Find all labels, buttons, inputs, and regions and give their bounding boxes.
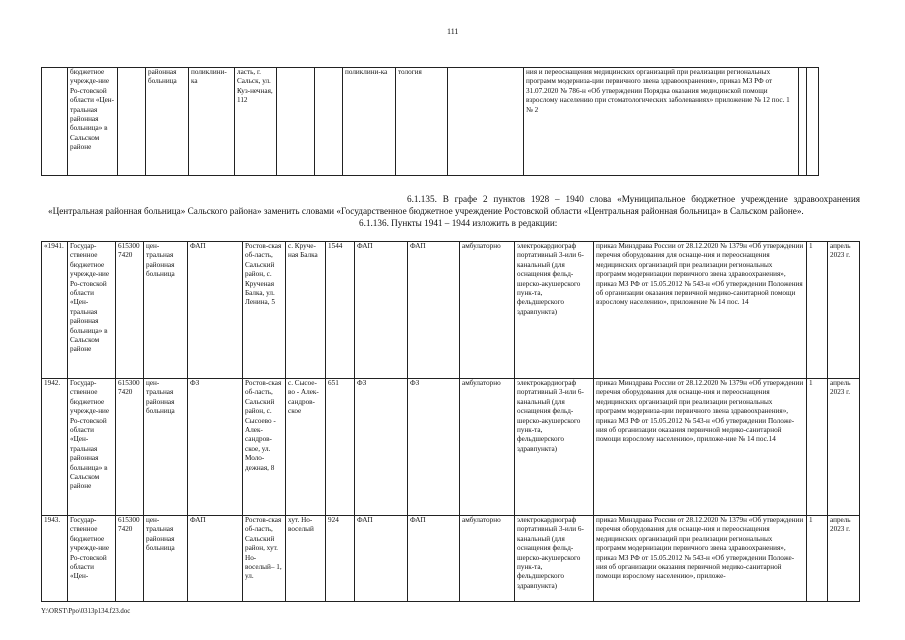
locality-cell: с. Сысое-во - Алек-сандров-ское	[286, 379, 326, 516]
table-cell: ласть, г. Сальск, ул. Куз-нечная, 112	[235, 68, 277, 176]
main-table	[41, 241, 860, 602]
row-number: 1943.	[42, 516, 68, 602]
date-cell: апрель 2023 г.	[828, 242, 860, 379]
population-cell: 1544	[326, 242, 355, 379]
code-cell: 615300 7420	[116, 516, 144, 602]
unit-cell-3: ФЗ	[408, 379, 460, 516]
locality-cell: хут. Но-воселый	[286, 516, 326, 602]
unit-cell-2: ФАП	[355, 516, 408, 602]
paragraph-6-1-136: 6.1.136. Пункты 1941 – 1944 изложить в редакции:	[359, 218, 558, 228]
code-cell: 615300 7420	[116, 242, 144, 379]
address-cell: Ростов-ская об-ласть, Сальский район, хут. Но-воселый– 1, ул.	[243, 516, 286, 602]
type-cell: цен-тральная районная больница	[144, 379, 188, 516]
date-cell: апрель 2023 г.	[828, 516, 860, 602]
equipment-cell: электрокардиограф портативный 3-или 6-канальный (для оснащения фельд-шерско-акушерского пунк-та, фельдшерского здравпункта)	[515, 379, 594, 516]
equipment-cell: электрокардиограф портативный 3-или 6-канальный (для оснащения фельд-шерско-акушерского пунк-та, фельдшерского здравпункта)	[515, 242, 594, 379]
page-number: 111	[447, 27, 459, 36]
table-cell	[42, 68, 68, 176]
table-cell	[799, 68, 807, 176]
row-number: «1941.	[42, 242, 68, 379]
table-row	[42, 242, 860, 379]
table-cell	[807, 68, 819, 176]
unit-cell: ФЗ	[188, 379, 243, 516]
table-cell: ния и переоснащения медицинских организаций при реализации региональных программ модерниза-ции первичного звена здравоохранения», приказ МЗ РФ от 31.07.2020 № 786-н «Об утверждении Порядка оказания медицинской помощи взрослому населению при стоматологических заболеваниях» приложение № 12 пос. 1 № 2	[524, 68, 799, 176]
unit-cell: ФАП	[188, 242, 243, 379]
type-cell: цен-тральная районная больница	[144, 242, 188, 379]
code-cell: 615300 7420	[116, 379, 144, 516]
address-cell: Ростов-ская об-ласть, Сальский район, с. Крученая Балка, ул. Ленина, 5	[243, 242, 286, 379]
care-cell: амбулаторно	[460, 379, 515, 516]
table-cell	[118, 68, 146, 176]
population-cell: 924	[326, 516, 355, 602]
top-table-fragment	[41, 67, 819, 176]
table-row	[42, 379, 860, 516]
organization-cell: Государ-ственное бюджетное учрежде-ние Ро-стовской области «Цен-тральная районная больница» в Сальском районе	[68, 242, 116, 379]
locality-cell: с. Круче-ная Балка	[286, 242, 326, 379]
table-cell	[448, 68, 524, 176]
paragraph-6-1-135: 6.1.135. В графе 2 пунктов 1928 – 1940 слова «Муниципальное бюджетное учреждение здравоохранения «Центральная районная больница» Сальского района» заменить словами «Государственное бюджетное учреждение Ростовской области «Центральная районная больница» в Сальском районе».	[48, 194, 860, 216]
basis-cell: приказ Минздрава России от 28.12.2020 № 1379н «Об утверждении перечня оборудования для оснаще-ния и переоснащения медицинских организаций при реализации региональных программ модернизации первичного звена здравоохранения», приказ МЗ РФ от 15.05.2012 № 543-н «Об утверждении Положе-ния об организации оказания первичной медико-санитарной помощи взрослому населению», приложе-	[594, 516, 807, 602]
unit-cell-2: ФАП	[355, 242, 408, 379]
population-cell: 651	[326, 379, 355, 516]
basis-cell: приказ Минздрава России от 28.12.2020 № 1379н «Об утверждении перечня оборудования для оснаще-ния и переоснащения медицинских организаций при реализации региональных программ модерниза-ции первичного звена здравоохранения», приказ МЗ РФ от 15.05.2012 № 543-н «Об утверждении Положе-ния об организации оказания первичной медико-санитарной помощи взрослому населению», приложе-ние № 14 пос.14	[594, 379, 807, 516]
quantity-cell: 1	[807, 379, 828, 516]
file-path-footer: Y:\ORST\Ppo\0313p134.f23.doc	[41, 608, 131, 615]
unit-cell-2: ФЗ	[355, 379, 408, 516]
type-cell: цен-тральная районная больница	[144, 516, 188, 602]
address-cell: Ростов-ская об-ласть, Сальский район, с. Сысоево - Алек-сандров-ское, ул. Моло-дежная, 8	[243, 379, 286, 516]
table-cell: бюджетное учрежде-ние Ро-стовской области «Цен-тральная районная больница» в Сальском районе	[68, 68, 118, 176]
table-cell: поликлини-ка	[189, 68, 235, 176]
row-number: 1942.	[42, 379, 68, 516]
equipment-cell: электрокардиограф портативный 3-или 6-канальный (для оснащения фельд-шерско-акушерского пунк-та, фельдшерского здравпункта)	[515, 516, 594, 602]
unit-cell-3: ФАП	[408, 516, 460, 602]
unit-cell-3: ФАП	[408, 242, 460, 379]
care-cell: амбулаторно	[460, 516, 515, 602]
table-cell	[315, 68, 343, 176]
quantity-cell: 1	[807, 516, 828, 602]
table-cell	[277, 68, 315, 176]
basis-cell: приказ Минздрава России от 28.12.2020 № 1379н «Об утверждении перечня оборудования для оснаще-ния и переоснащения медицинских организаций при реализации региональных программ модернизации первичного звена здравоохранения», приказ МЗ РФ от 15.05.2012 № 543-н «Об утверждении Положения об организации оказания первичной медико-санитарной помощи взрослому населению», приложение № 14 пос. 14	[594, 242, 807, 379]
date-cell: апрель 2023 г.	[828, 379, 860, 516]
table-row	[42, 516, 860, 602]
table-cell: тология	[396, 68, 448, 176]
quantity-cell: 1	[807, 242, 828, 379]
table-cell: районная больница	[146, 68, 189, 176]
unit-cell: ФАП	[188, 516, 243, 602]
care-cell: амбулаторно	[460, 242, 515, 379]
organization-cell: Государ-ственное бюджетное учрежде-ние Ро-стовской области «Цен-	[68, 516, 116, 602]
organization-cell: Государ-ственное бюджетное учрежде-ние Ро-стовской области «Цен-тральная районная больница» в Сальском районе	[68, 379, 116, 516]
table-cell: поликлини-ка	[343, 68, 396, 176]
